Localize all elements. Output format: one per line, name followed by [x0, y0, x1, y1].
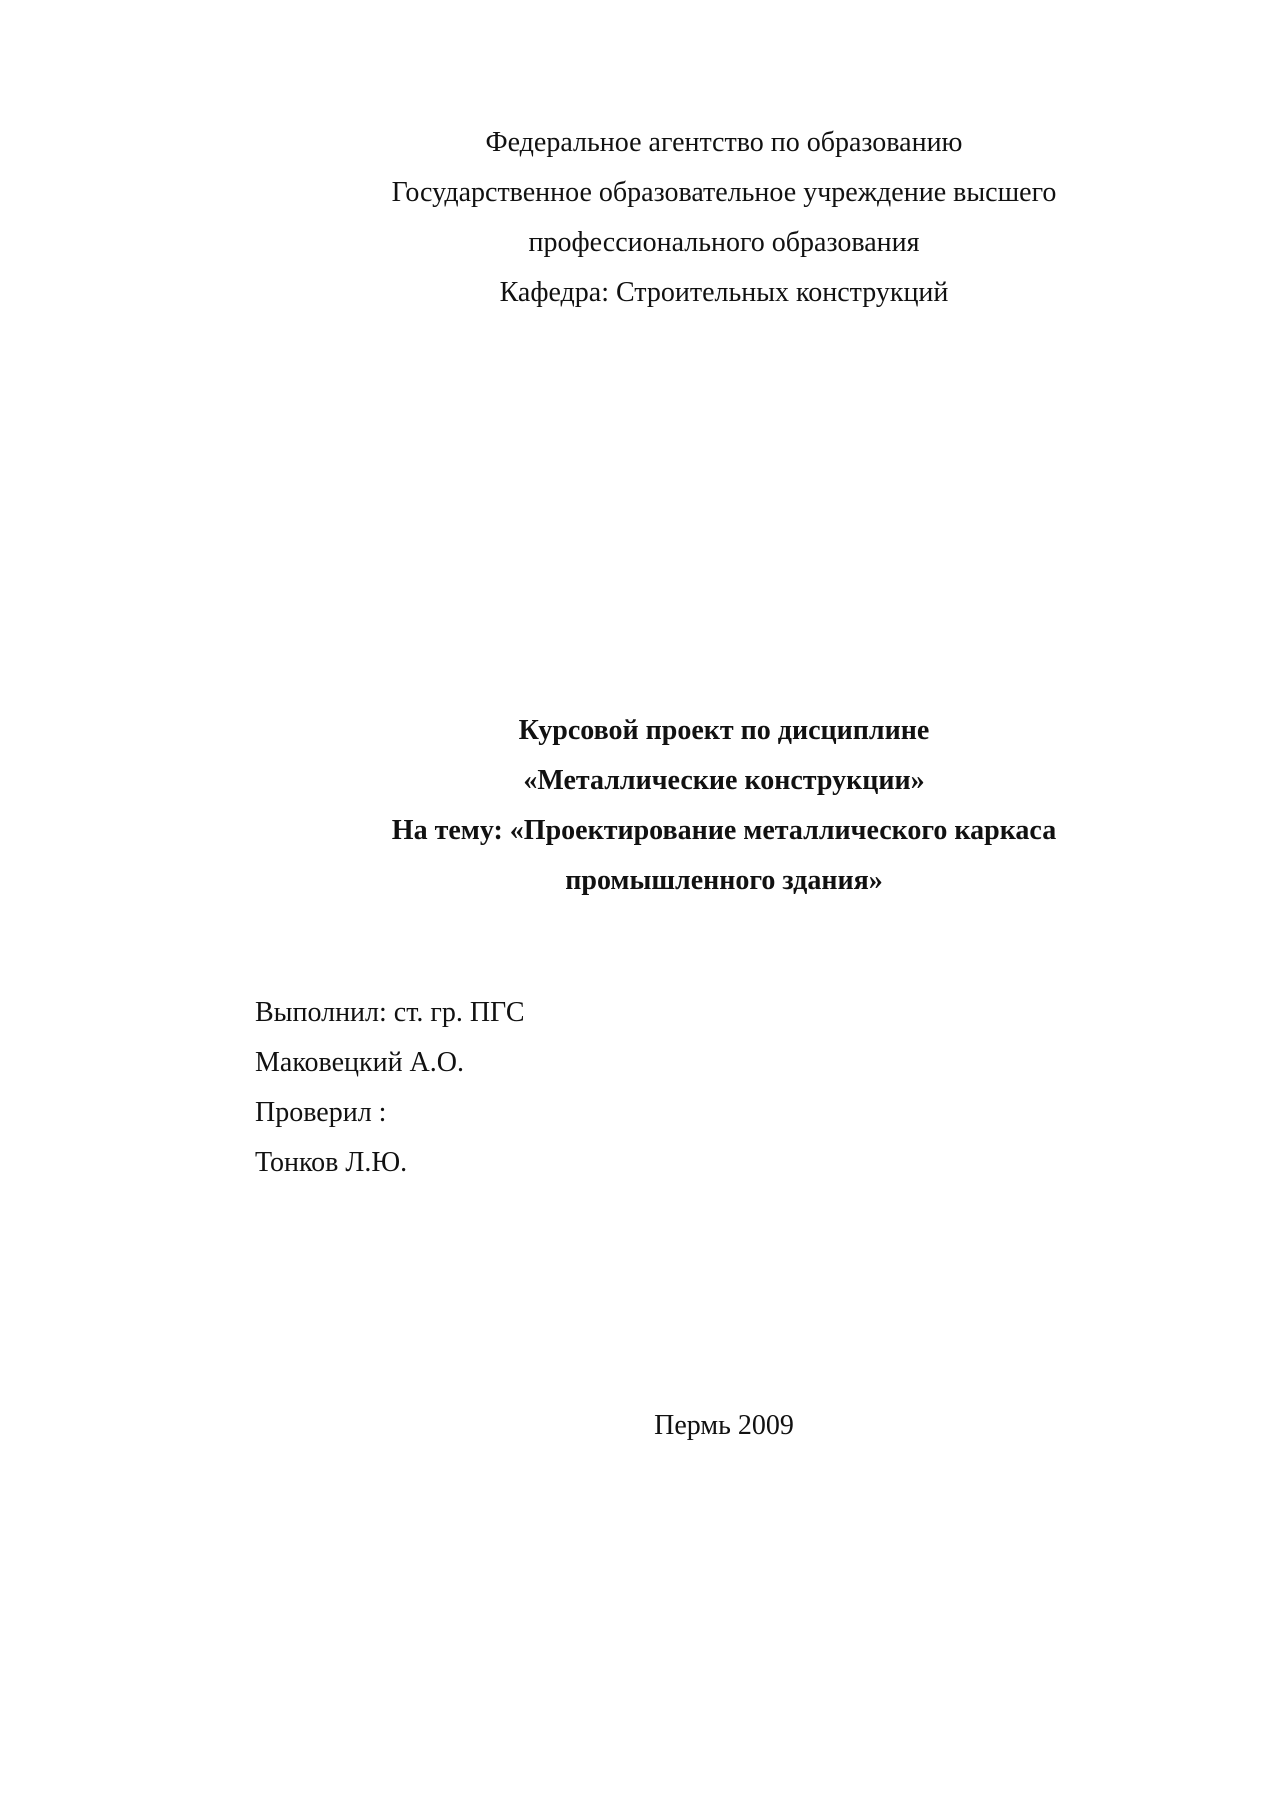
topic-line-continued: промышленного здания» — [565, 865, 883, 896]
agency-line: Федеральное агентство по образованию — [485, 127, 963, 158]
performed-by-label: Выполнил: ст. гр. ПГС — [255, 997, 525, 1028]
topic-line: На тему: «Проектирование металлического каркаса — [391, 815, 1057, 846]
institution-line: Государственное образовательное учреждение высшего — [391, 177, 1057, 208]
discipline-line: «Металлические конструкции» — [523, 765, 925, 796]
city-year-text: Пермь 2009 — [654, 1410, 794, 1441]
course-project-line: Курсовой проект по дисциплине — [518, 715, 930, 746]
institution-line-continued: профессионального образования — [528, 227, 920, 258]
institution-header — [0, 118, 1280, 318]
city-year-footer — [0, 1401, 1280, 1451]
supervisor-name: Тонков Л.Ю. — [255, 1147, 408, 1178]
authors-block — [255, 988, 525, 1188]
checked-by-label: Проверил : — [255, 1097, 387, 1128]
project-title — [0, 706, 1280, 906]
department-line: Кафедра: Строительных конструкций — [499, 277, 949, 308]
student-name: Маковецкий А.О. — [255, 1047, 464, 1078]
